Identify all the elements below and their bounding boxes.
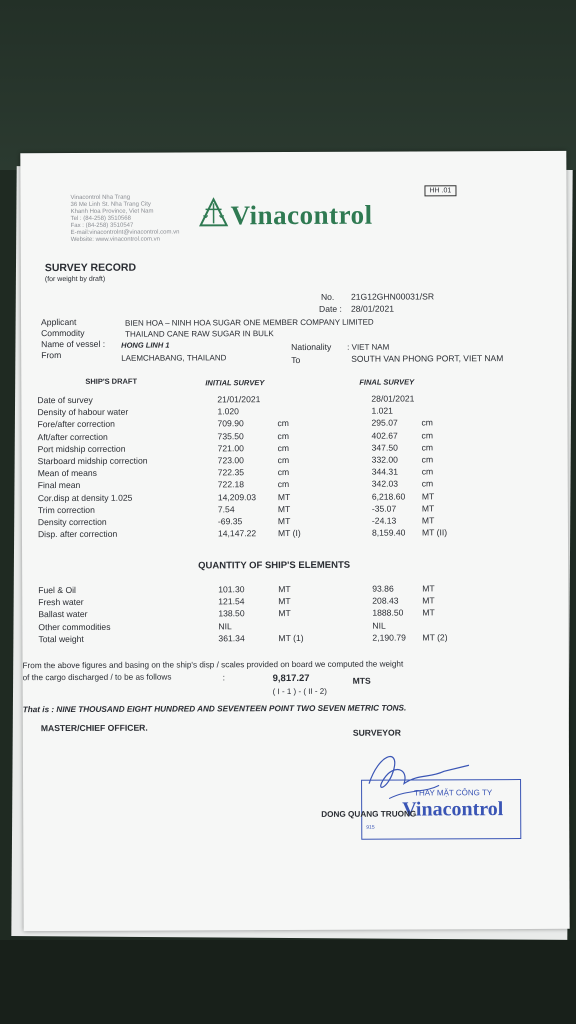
initial-value: 1.020 — [217, 406, 239, 417]
from-label: From — [41, 350, 62, 361]
row-label: Cor.disp at density 1.025 — [37, 492, 133, 503]
final-unit: MT (2) — [422, 632, 448, 643]
initial-unit: MT — [277, 503, 291, 514]
initial-value: 361.34 — [218, 633, 245, 644]
elements-title: QUANTITY OF SHIP'S ELEMENTS — [198, 559, 351, 572]
stamp-brand: Vinacontrol — [402, 798, 504, 821]
row-label: Final mean — [37, 480, 81, 491]
initial-unit: cm — [277, 467, 290, 478]
surveyor-label: SURVEYOR — [352, 727, 401, 738]
final-unit: cm — [421, 429, 434, 441]
final-unit: MT — [421, 490, 435, 502]
row-label: Date of survey — [37, 394, 93, 406]
final-value: 6,218.60 — [371, 491, 406, 502]
initial-value: 722.35 — [217, 467, 245, 478]
weight-in-words: That is : NINE THOUSAND EIGHT HUNDRED AND SEVENTEEN POINT TWO SEVEN METRIC TONS. — [22, 703, 407, 715]
initial-unit: MT — [277, 491, 291, 502]
table-background — [0, 0, 576, 170]
row-label: Ballast water — [38, 609, 88, 620]
final-unit: cm — [421, 478, 434, 489]
conclusion-colon: : — [222, 672, 226, 683]
row-label: Aft/after correction — [37, 431, 108, 442]
vessel-label: Name of vessel : — [41, 338, 106, 350]
final-value: 8,159.40 — [371, 527, 406, 538]
final-value: 347.50 — [371, 442, 398, 453]
nationality-value: : VIET NAM — [347, 342, 390, 352]
initial-value: 14,209.03 — [217, 491, 257, 502]
final-value: NIL — [372, 620, 386, 631]
initial-unit: cm — [277, 442, 290, 453]
initial-value: 14,147.22 — [217, 528, 257, 539]
nationality-label: Nationality — [291, 341, 332, 353]
initial-value: 709.90 — [217, 418, 244, 429]
row-label: Fuel & Oil — [38, 584, 76, 596]
document-subtitle: (for weight by draft) — [44, 275, 106, 284]
row-label: Mean of means — [37, 468, 97, 479]
address-line: Website: www.vinacontrol.com.vn — [70, 236, 160, 243]
initial-value: 722.18 — [217, 479, 245, 490]
final-unit: cm — [421, 466, 434, 477]
initial-value: 721.00 — [217, 443, 244, 454]
initial-unit: cm — [277, 455, 290, 466]
surveyor-name: DONG QUANG TRUONG — [321, 809, 417, 819]
row-label: Fresh water — [38, 597, 84, 608]
final-value: 28/01/2021 — [371, 393, 415, 404]
initial-unit: MT (1) — [278, 632, 304, 643]
initial-unit: MT — [277, 516, 291, 527]
table-surface — [0, 940, 576, 1024]
final-value: 342.03 — [371, 478, 399, 490]
record-number: 21G12GHN00031/SR — [350, 291, 435, 302]
row-label: Trim correction — [37, 504, 95, 515]
ships-draft-header: SHIP'S DRAFT — [85, 376, 138, 386]
conclusion-line-2: of the cargo discharged / to be as follows — [22, 672, 172, 683]
final-unit: MT — [422, 595, 435, 606]
conclusion-line-1: From the above figures and basing on the ship's disp / scales provided on board we computed the weight — [22, 659, 404, 671]
weight-formula: ( I - 1 ) - ( II - 2) — [272, 686, 327, 697]
final-value: 332.00 — [371, 454, 398, 465]
final-value: 93.86 — [372, 583, 394, 594]
address-line: Khanh Hoa Province, Viet Nam — [70, 208, 154, 215]
brand-logo-text: Vinacontrol — [230, 199, 373, 231]
initial-value: 21/01/2021 — [217, 394, 261, 405]
record-date: 28/01/2021 — [350, 303, 395, 314]
initial-unit: MT — [278, 596, 291, 607]
row-label: Density correction — [37, 516, 107, 528]
master-signature-label: MASTER/CHIEF OFFICER. — [40, 722, 148, 734]
initial-value: 723.00 — [217, 455, 244, 466]
stamp-text: THAY MẶT CÔNG TY — [414, 788, 493, 798]
final-unit: MT — [422, 607, 435, 618]
address-line: E-mail:vinacontrolnt@vinacontrol.com.vn — [70, 229, 180, 236]
final-survey-header: FINAL SURVEY — [359, 377, 415, 387]
date-label: Date : — [318, 303, 342, 314]
initial-value: 101.30 — [218, 584, 245, 595]
row-label: Port midship correction — [37, 443, 126, 454]
cargo-weight: 9,817.27 — [272, 672, 310, 685]
initial-value: NIL — [218, 620, 232, 631]
final-unit: cm — [421, 442, 434, 453]
applicant-label: Applicant — [41, 316, 77, 328]
record-number-label: No. — [320, 291, 335, 302]
final-unit: cm — [421, 417, 433, 428]
row-label: Fore/after correction — [37, 419, 115, 430]
final-value: 402.67 — [371, 430, 398, 441]
final-value: -35.07 — [371, 503, 397, 514]
stamp-code: 915 — [366, 824, 375, 831]
address-line: Fax : (84-258) 3510547 — [70, 222, 134, 229]
final-value: 1.021 — [371, 405, 393, 416]
final-value: 208.43 — [372, 595, 399, 606]
address-line: Tel : (84-258) 3510568 — [70, 215, 131, 222]
initial-unit: cm — [277, 479, 290, 490]
row-label: Other commodities — [38, 621, 111, 632]
to-label: To — [291, 354, 301, 366]
address-line: 36 Me Linh St. Nha Trang City — [70, 201, 151, 208]
row-label: Disp. after correction — [37, 528, 118, 540]
commodity-value: THAILAND CANE RAW SUGAR IN BULK — [125, 329, 274, 339]
survey-record-document — [20, 151, 569, 931]
final-unit: MT (II) — [421, 527, 448, 538]
from-value: LAEMCHABANG, THAILAND — [121, 353, 227, 363]
initial-unit: MT — [278, 608, 291, 619]
final-value: 2,190.79 — [372, 632, 406, 643]
final-unit: MT — [422, 583, 435, 594]
final-unit: MT — [421, 503, 435, 514]
final-value: 344.31 — [371, 466, 399, 477]
row-label: Total weight — [38, 633, 84, 644]
final-unit: cm — [421, 454, 434, 465]
row-label: Starboard midship correction — [37, 455, 148, 467]
initial-unit: cm — [277, 430, 290, 441]
vessel-value: HONG LINH 1 — [121, 340, 170, 350]
initial-value: 138.50 — [218, 608, 245, 619]
final-unit: MT — [421, 515, 435, 526]
address-line: Vinacontrol Nha Trang — [70, 194, 131, 201]
document-title: SURVEY RECORD — [44, 261, 137, 275]
row-label: Density of habour water — [37, 406, 129, 418]
initial-unit: MT — [278, 584, 291, 595]
scales-logo-icon — [198, 197, 228, 227]
initial-value: 121.54 — [218, 596, 245, 607]
initial-value: 7.54 — [217, 504, 235, 515]
commodity-label: Commodity — [41, 327, 85, 339]
initial-survey-header: INITIAL SURVEY — [205, 378, 265, 388]
initial-value: -69.35 — [217, 516, 243, 527]
initial-unit: cm — [277, 418, 289, 429]
final-value: 295.07 — [371, 417, 398, 429]
final-value: -24.13 — [371, 515, 397, 526]
weight-unit: MTS — [352, 675, 371, 686]
initial-value: 735.50 — [217, 430, 244, 441]
to-value: SOUTH VAN PHONG PORT, VIET NAM — [351, 353, 504, 364]
form-code: HH .01 — [424, 185, 456, 196]
initial-unit: MT (I) — [277, 528, 301, 539]
final-value: 1888.50 — [372, 607, 404, 619]
applicant-value: BIEN HOA – NINH HOA SUGAR ONE MEMBER COMPANY LIMITED — [125, 317, 374, 328]
